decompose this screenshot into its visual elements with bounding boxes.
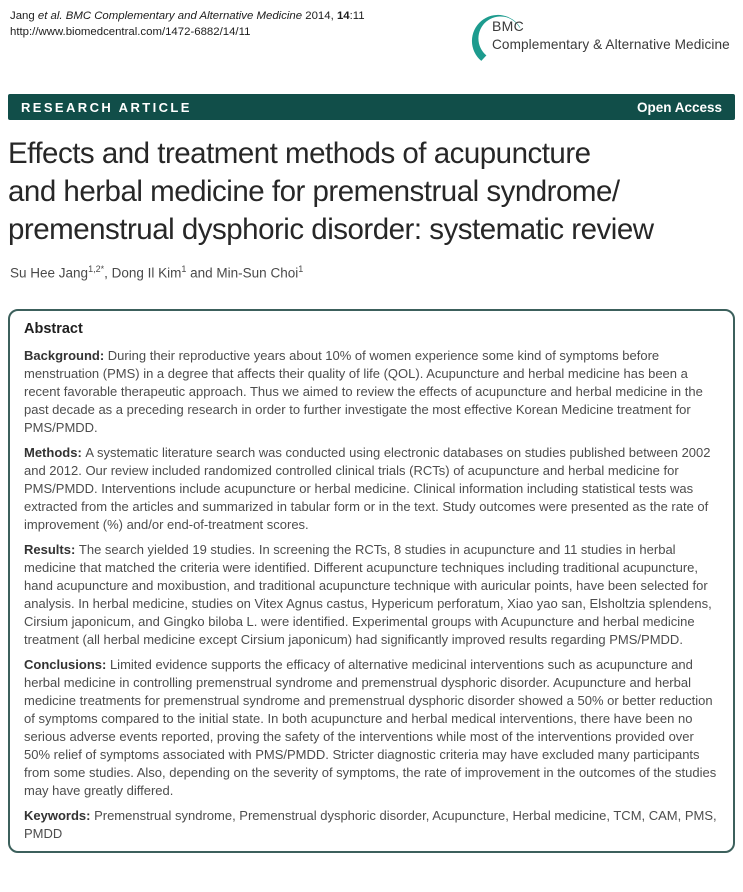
abstract-section [24, 656, 719, 800]
author-affiliation-sup: 1 [298, 264, 304, 274]
citation-line [10, 9, 365, 25]
abstract-box [8, 309, 735, 853]
abstract-section-label: Conclusions: [24, 656, 110, 672]
abstract-section-text: The search yielded 19 studies. In screening the RCTs, 8 studies in acupuncture and 11 studies in herbal medicine that matched the criteria were identified. Different acupuncture techniques including traditional acupuncture, hand acupuncture and moxibustion, and traditional acupuncture technique with auricular points, have been selected for analysis. In herbal medicine, studies on Vitex Agnus castus, Hypericum perforatum, Xiao yao san, Elsholtzia splendens, Cirsium japonicum, and Gingko biloba L. were identified. Experimental groups with Acupuncture and herbal medicine treatment (all herbal medicine except Cirsium japonicum) had significantly improved results regarding PMS/PMDD. [24, 541, 712, 647]
abstract-section-text: Premenstrual syndrome, Premenstrual dysphoric disorder, Acupuncture, Herbal medicine, TCM, CAM, PMS, PMDD [24, 807, 717, 841]
author-list [10, 264, 735, 281]
article-title-line: premenstrual dysphoric disorder: systematic review [8, 213, 654, 246]
abstract-section-text: During their reproductive years about 10% of women experience some kind of symptoms before menstruation (PMS) in a degree that affects their quality of life (QOL). Acupuncture and herbal medicine has been a recent favorable therapeutic approach. Thus we aimed to review the effects of acupuncture and herbal medicine in the past decade as a preceding research in order to further investigate the most effective Korean Medicine treatment for PMS/PMDD. [24, 347, 703, 435]
citation-authors: Jang [10, 10, 35, 22]
abstract-section-label: Methods: [24, 444, 86, 460]
author-name: Dong Il Kim [111, 265, 182, 281]
abstract-section-text: A systematic literature search was conducted using electronic databases on studies published between 2002 and 2012. Our review included randomized controlled clinical trials (RCTs) of acupuncture and herbal medicine for PMS/PMDD. Interventions include acupuncture or herbal medicine. Clinical information including statistical tests was extracted from the articles and summarized in tabular form or in the text. Study outcomes were presented as the rate of improvement (%) and/or end-of-treatment scores. [24, 444, 711, 532]
article-url[interactable]: http://www.biomedcentral.com/1472-6882/14/11 [10, 25, 251, 38]
abstract-section-text: Limited evidence supports the efficacy of alternative medicinal interventions such as acupuncture and herbal medicine in controlling premenstrual syndrome and premenstrual dysphoric disorder. Acupuncture and herbal medicine treatments for premenstrual syndrome and premenstrual dysphoric disorder showed a 50% or better reduction of symptoms compared to the initial state. In both acupuncture and herbal medical interventions, there have been no serious adverse events reported, proving the safety of the interventions while most of the interventions provided over 50% relief of symptoms associated with PMS/PMDD. Stricter diagnostic criteria may have excluded many participants from some studies. Also, depending on the severity of symptoms, the rate of improvement in the outcomes of the studies may have greatly differed. [24, 656, 717, 798]
abstract-section [24, 807, 719, 843]
citation-journal: et al. BMC Complementary and Alternative Medicine [37, 10, 303, 22]
abstract-section-label: Background: [24, 347, 108, 363]
abstract-sections [24, 347, 719, 843]
citation-year: 2014, [305, 10, 334, 22]
page-header [0, 0, 743, 94]
article-type-label: RESEARCH ARTICLE [21, 99, 192, 115]
citation [10, 9, 365, 40]
author-name: Min-Sun Choi [216, 265, 299, 281]
author-affiliation-sup: 1 [181, 264, 187, 274]
article-title-line: and herbal medicine for premenstrual syndrome/ [8, 175, 620, 208]
article-title-line: Effects and treatment methods of acupuncture [8, 137, 591, 170]
bmc-logo-text [492, 18, 730, 52]
abstract-section [24, 444, 719, 534]
abstract-section-label: Keywords: [24, 807, 95, 823]
abstract-heading: Abstract [24, 320, 83, 337]
article-title [8, 135, 735, 249]
author-affiliation-sup: 1,2* [88, 264, 105, 274]
abstract-section-label: Results: [24, 541, 79, 557]
open-access-label[interactable]: Open Access [636, 99, 722, 115]
abstract-section [24, 541, 719, 649]
author-separator: , [104, 265, 112, 281]
bmc-journal-name: Complementary & Alternative Medicine [492, 37, 730, 52]
citation-pages: :11 [349, 10, 365, 22]
citation-volume: 14 [336, 10, 350, 22]
article-type-banner [8, 94, 735, 120]
bmc-logo [466, 5, 738, 63]
author-separator: and [186, 265, 217, 281]
author-name: Su Hee Jang [10, 265, 89, 281]
bmc-logo-name: BMC [492, 18, 525, 34]
abstract-section [24, 347, 719, 437]
